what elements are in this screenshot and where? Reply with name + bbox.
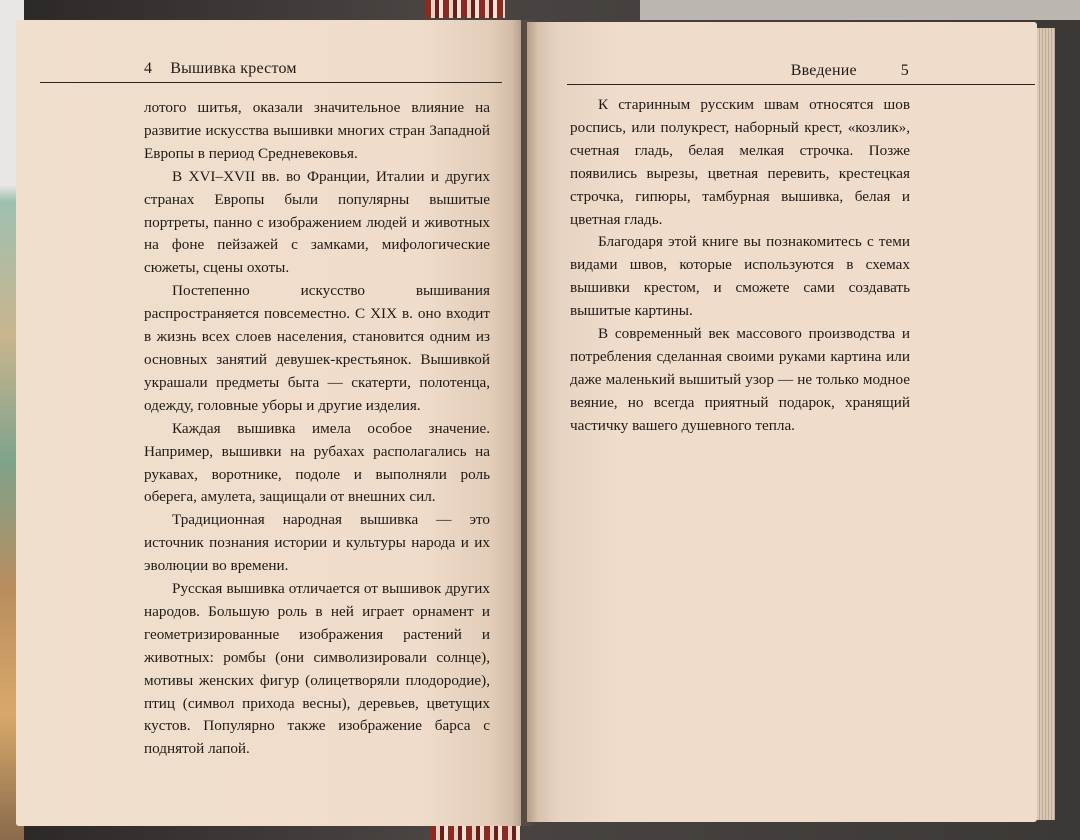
left-page <box>16 20 521 826</box>
right-page <box>527 22 1037 822</box>
paragraph: Каждая вышивка имела особое значение. Например, вышивки на рубахах располагались на рукавах, воротнике, подоле и выполняли роль оберега, амулета, защищали от внешних сил. <box>144 419 490 506</box>
left-running-title: Вышивка крестом <box>170 60 297 77</box>
paragraph: Благодаря этой книге вы познакомитесь с теми видами швов, которые используются в схемах вышивки крестом, и сможете сами создавать вышитые картины. <box>570 233 910 320</box>
left-header-rule <box>40 82 502 83</box>
paragraph: Постепенно искусство вышивания распространяется повсеместно. С XIX в. оно входит в жизнь всех слоев населения, становится одним из основных занятий девушек-крестьянок. Вышивкой украшали предметы быта — скатерти, полотенца, одежду, головные уборы и другие изделия. <box>144 282 490 414</box>
paragraph: лотого шитья, оказали значительное влияние на развитие искусства вышивки многих стран Западной Европы в период Средневековья. <box>144 99 490 162</box>
paragraph: К старинным русским швам относятся шов роспись, или полукрест, наборный крест, «козлик», счетная гладь, белая мелкая строчка. Позже появились вырезы, цветная перевить, крестецкая строчка, гипюры, тамбурная вышивка, белая и цветная гладь. <box>570 96 910 228</box>
cover-ornament-top <box>425 0 505 18</box>
right-page-number: 5 <box>900 62 909 79</box>
left-running-head <box>144 60 297 78</box>
paragraph: В XVI–XVII вв. во Франции, Италии и других странах Европы были популярны вышитые портреты, панно с изображением людей и животных на фоне пейзажей с замками, мифологические сюжеты, сцены охоты. <box>144 167 490 277</box>
right-body-text <box>570 94 910 438</box>
left-page-number: 4 <box>144 60 153 77</box>
page-block-edge <box>1037 28 1055 820</box>
right-running-title: Введение <box>790 62 857 79</box>
paragraph: Русская вышивка отличается от вышивок других народов. Большую роль в ней играет орнамент и геометризированные изображения растений и животных: ромбы (они символизировали солнце), мотивы женских фигур (олицетворяли плодородие), птиц (символ прихода весны), деревьев, цветущих кустов. Популярно также изображение барса с поднятой лапой. <box>144 580 490 758</box>
book-gutter <box>512 20 538 826</box>
paragraph: В современный век массового производства и потребления сделанная своими руками картина или даже маленький вышитый узор — не только модное веяние, но всегда приятный подарок, хранящий частичку вашего душевного тепла. <box>570 325 910 434</box>
cover-edge-top <box>640 0 1080 20</box>
cover-ornament-bottom <box>430 824 520 840</box>
left-body-text <box>144 97 490 761</box>
paragraph: Традиционная народная вышивка — это источник познания истории и культуры народа и их эволюции во времени. <box>144 511 490 575</box>
right-header-rule <box>567 84 1035 85</box>
right-running-head <box>791 62 909 80</box>
